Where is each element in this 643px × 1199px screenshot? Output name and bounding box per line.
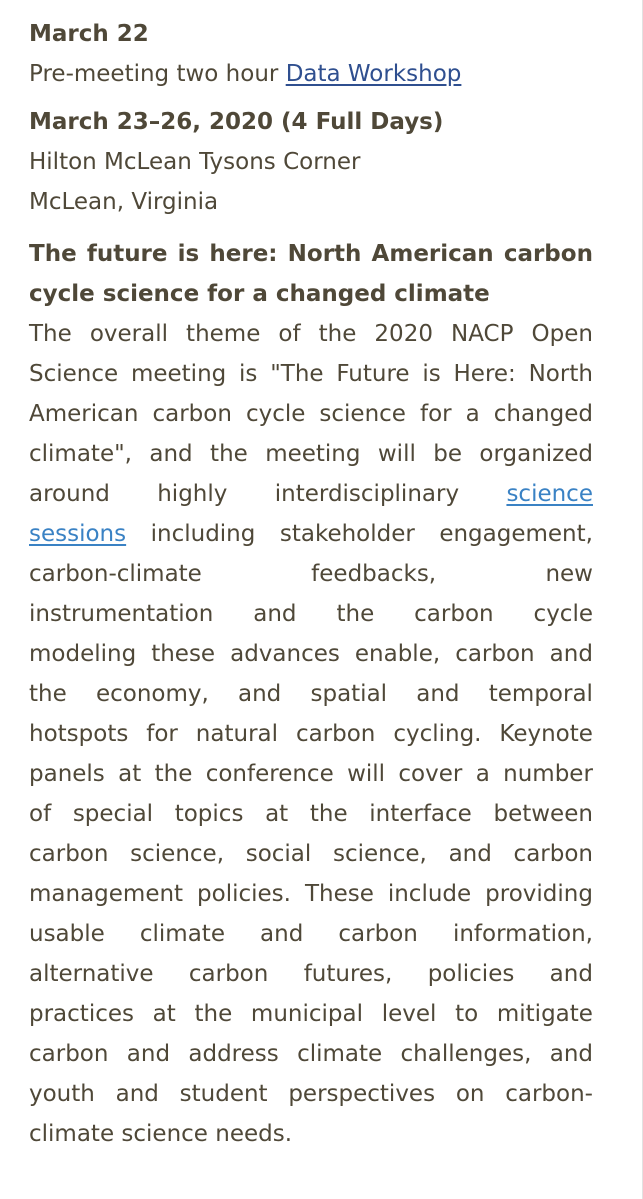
title-word: American — [371, 241, 494, 267]
paragraph-line — [29, 914, 593, 954]
word: on — [455, 1081, 485, 1107]
theme-title-line-2: cycle science for a changed climate — [29, 281, 490, 307]
word: stakeholder — [279, 521, 415, 547]
word: economy, — [95, 681, 209, 707]
word: carbon — [152, 401, 232, 427]
title-word: here: — [209, 241, 278, 267]
paragraph-line — [29, 514, 593, 554]
word: management — [29, 881, 184, 907]
word: cycling. — [393, 721, 482, 747]
word: include — [387, 881, 472, 907]
paragraph-line — [29, 1034, 593, 1074]
word: feedbacks, — [311, 561, 437, 587]
word: climate", — [29, 441, 132, 467]
word: temporal — [488, 681, 593, 707]
word: providing — [485, 881, 593, 907]
word: topics — [174, 801, 244, 827]
word: special — [72, 801, 154, 827]
word: and — [149, 441, 193, 467]
word: theme — [186, 321, 261, 347]
word: of — [278, 321, 301, 347]
word: to — [455, 1001, 479, 1027]
word: cover — [398, 761, 463, 787]
word: changed — [493, 401, 593, 427]
word: climate — [297, 1041, 383, 1067]
word: is — [422, 361, 441, 387]
word: science, — [130, 841, 225, 867]
word: carbon — [455, 641, 535, 667]
theme-title-line-1 — [29, 234, 593, 274]
title-word: North — [287, 241, 362, 267]
word: mitigate — [496, 1001, 593, 1027]
word: perspectives — [288, 1081, 436, 1107]
date2-heading: March 23–26, 2020 (4 Full Days) — [29, 109, 444, 135]
content — [29, 14, 593, 1154]
word: the — [309, 801, 348, 827]
word: 2020 — [374, 321, 433, 347]
word: practices — [29, 1001, 134, 1027]
word: and — [549, 1041, 593, 1067]
word: at — [152, 1001, 176, 1027]
word: The — [29, 321, 72, 347]
word: social — [245, 841, 312, 867]
word: science — [319, 401, 406, 427]
date1-heading: March 22 — [29, 21, 149, 47]
theme-title — [29, 234, 593, 314]
gap — [29, 222, 593, 234]
word: Future — [336, 361, 410, 387]
word: alternative — [29, 961, 154, 987]
word: carbon — [513, 841, 593, 867]
word: Science — [29, 361, 119, 387]
title-word: future — [86, 241, 168, 267]
word: and — [238, 681, 282, 707]
word: overall — [89, 321, 168, 347]
word: a — [475, 761, 490, 787]
theme-paragraph — [29, 314, 593, 1154]
word: American — [29, 401, 139, 427]
paragraph-line — [29, 634, 593, 674]
word: advances — [230, 641, 340, 667]
word: between — [493, 801, 593, 827]
word: for — [419, 401, 452, 427]
word: policies. — [197, 881, 291, 907]
word: around — [29, 481, 110, 507]
word: carbon- — [505, 1081, 593, 1107]
paragraph-line — [29, 674, 593, 714]
word: the — [194, 1001, 233, 1027]
science-sessions-link[interactable]: sessions — [29, 521, 127, 547]
word: cycle — [533, 601, 593, 627]
word: address — [188, 1041, 279, 1067]
word: meeting — [265, 441, 361, 467]
word: and — [260, 921, 304, 947]
word: science, — [333, 841, 427, 867]
date1-description — [29, 54, 593, 94]
word: level — [381, 1001, 437, 1027]
word: interface — [369, 801, 472, 827]
word: Keynote — [499, 721, 593, 747]
paragraph-line — [29, 834, 593, 874]
word: organized — [479, 441, 593, 467]
paragraph-line — [29, 474, 593, 514]
paragraph-line — [29, 354, 593, 394]
word: carbon — [338, 921, 418, 947]
word: and — [253, 601, 297, 627]
word: carbon-climate — [29, 561, 202, 587]
word: carbon — [29, 841, 109, 867]
word: the — [154, 761, 193, 787]
word: and — [115, 1081, 159, 1107]
word: engagement, — [439, 521, 593, 547]
word: NACP — [451, 321, 514, 347]
word: carbon — [295, 721, 376, 747]
word: highly — [157, 481, 228, 507]
paragraph-line — [29, 754, 593, 794]
word: futures, — [303, 961, 393, 987]
word: carbon — [414, 601, 494, 627]
word: information, — [452, 921, 593, 947]
word: challenges, — [400, 1041, 532, 1067]
word: carbon — [188, 961, 269, 987]
word: for — [146, 721, 178, 747]
word: will — [377, 441, 416, 467]
word: the — [318, 321, 357, 347]
word: and — [549, 961, 593, 987]
paragraph-line — [29, 874, 593, 914]
word: spatial — [310, 681, 388, 707]
word: enable, — [354, 641, 441, 667]
paragraph-line — [29, 394, 593, 434]
word: at — [118, 761, 142, 787]
word: Here: — [453, 361, 516, 387]
word: "The — [270, 361, 324, 387]
word: meeting — [130, 361, 227, 387]
word: instrumentation — [29, 601, 214, 627]
word: of — [29, 801, 52, 827]
word: the — [336, 601, 375, 627]
paragraph-line — [29, 554, 593, 594]
word: be — [433, 441, 462, 467]
data-workshop-link[interactable]: Data Workshop — [285, 61, 462, 87]
gap — [29, 94, 593, 102]
word: hotspots — [29, 721, 129, 747]
word: policies — [427, 961, 515, 987]
word: these — [151, 641, 216, 667]
word: interdisciplinary — [274, 481, 460, 507]
word: panels — [29, 761, 105, 787]
word: cycle — [245, 401, 306, 427]
paragraph-line — [29, 714, 593, 754]
paragraph-line — [29, 994, 593, 1034]
paragraph-line — [29, 434, 593, 474]
paragraph-line — [29, 794, 593, 834]
word: and — [416, 681, 460, 707]
word: conference — [205, 761, 334, 787]
word: Open — [531, 321, 593, 347]
word: number — [503, 761, 593, 787]
word: and — [448, 841, 492, 867]
word: North — [528, 361, 593, 387]
paragraph-line — [29, 594, 593, 634]
word: usable — [29, 921, 105, 947]
word: new — [545, 561, 593, 587]
word: modeling — [29, 641, 137, 667]
word: including — [150, 521, 256, 547]
word: climate — [139, 921, 225, 947]
word: carbon — [29, 1041, 109, 1067]
word: municipal — [250, 1001, 363, 1027]
title-word: carbon — [503, 241, 593, 267]
word: natural — [195, 721, 279, 747]
word: and — [549, 641, 593, 667]
word: the — [210, 441, 248, 467]
date1-text: Pre-meeting two hour — [29, 61, 286, 87]
science-sessions-link[interactable]: science — [506, 481, 593, 507]
title-word: is — [177, 241, 200, 267]
word: the — [29, 681, 67, 707]
word: youth — [29, 1081, 95, 1107]
word: and — [126, 1041, 171, 1067]
word: student — [179, 1081, 268, 1107]
word: at — [265, 801, 289, 827]
paragraph-line — [29, 954, 593, 994]
word: These — [304, 881, 374, 907]
paragraph-line — [29, 1074, 593, 1114]
word: a — [465, 401, 480, 427]
venue-city: McLean, Virginia — [29, 189, 219, 215]
paragraph-last-line: climate science needs. — [29, 1121, 293, 1147]
word: is — [239, 361, 258, 387]
paragraph-line — [29, 314, 593, 354]
word: will — [347, 761, 386, 787]
title-word: The — [29, 241, 77, 267]
venue-name: Hilton McLean Tysons Corner — [29, 149, 361, 175]
